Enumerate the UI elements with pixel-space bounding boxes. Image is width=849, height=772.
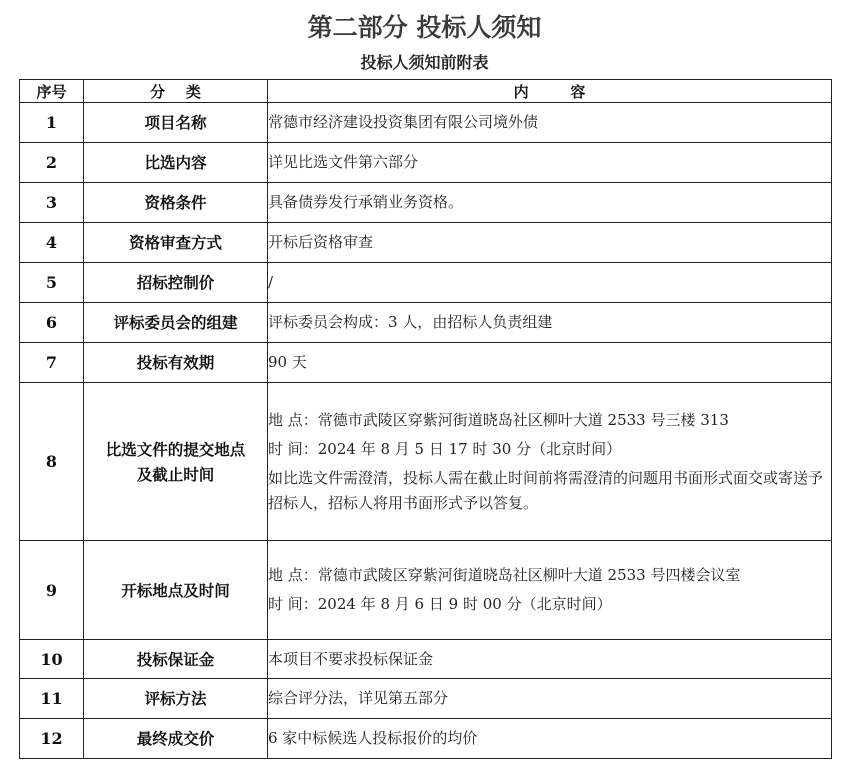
row-content (268, 719, 832, 759)
table-row (20, 143, 832, 183)
row-category: 资格审查方式 (84, 223, 268, 263)
table-row (20, 343, 832, 383)
row-num: 12 (20, 719, 84, 759)
row-category: 评标方法 (84, 679, 268, 719)
table-row (20, 541, 832, 640)
table-row (20, 679, 832, 719)
table-row (20, 383, 832, 541)
page-title: 第二部分 投标人须知 (307, 13, 542, 42)
table-row (20, 103, 832, 143)
table-row (20, 303, 832, 343)
content-line: 具备债券发行承销业务资格。 (268, 193, 464, 211)
row-category: 投标有效期 (84, 343, 268, 383)
bidder-notice-table (19, 79, 832, 759)
table-row (20, 719, 832, 759)
row-num: 11 (20, 679, 84, 719)
row-content (268, 679, 832, 719)
content-line: 综合评分法，详见第五部分 (268, 689, 449, 707)
table-row (20, 263, 832, 303)
row-category: 比选内容 (84, 143, 268, 183)
row-content (268, 383, 832, 541)
row-category: 资格条件 (84, 183, 268, 223)
row-num: 7 (20, 343, 84, 383)
row-num: 1 (20, 103, 84, 143)
row-content (268, 640, 832, 679)
content-line: 6 家中标候选人投标报价的均价 (268, 729, 478, 747)
row-num: 8 (20, 383, 84, 541)
content-line: 90 天 (268, 353, 307, 371)
row-num: 10 (20, 640, 84, 679)
row-content (268, 223, 832, 263)
row-content (268, 343, 832, 383)
table-row (20, 183, 832, 223)
row-num: 6 (20, 303, 84, 343)
header-category: 分 类 (84, 80, 268, 103)
row-category: 最终成交价 (84, 719, 268, 759)
row-category: 项目名称 (84, 103, 268, 143)
content-line: 如比选文件需澄清，投标人需在截止时间前将需澄清的问题用书面形式面交或寄送予招标人，招标人将用书面形式予以答复。 (268, 468, 824, 512)
row-num: 4 (20, 223, 84, 263)
header-content: 内 容 (268, 80, 832, 103)
content-line: 详见比选文件第六部分 (268, 153, 419, 171)
table-caption: 投标人须知前附表 (360, 53, 489, 72)
content-line: 开标后资格审查 (268, 233, 374, 251)
table-row (20, 223, 832, 263)
content-line: 本项目不要求投标保证金 (268, 649, 434, 668)
row-num: 2 (20, 143, 84, 183)
content-line: 常德市经济建设投资集团有限公司境外债 (268, 113, 539, 131)
row-num: 3 (20, 183, 84, 223)
row-num: 5 (20, 263, 84, 303)
row-num: 9 (20, 541, 84, 640)
content-line: 地 点：常德市武陵区穿紫河街道晓岛社区柳叶大道 2533 号四楼会议室 (268, 566, 741, 584)
header-num: 序号 (20, 80, 84, 103)
row-category: 投标保证金 (84, 640, 268, 679)
row-category: 开标地点及时间 (84, 541, 268, 640)
row-category: 评标委员会的组建 (84, 303, 268, 343)
content-line: 地 点：常德市武陵区穿紫河街道晓岛社区柳叶大道 2533 号三楼 313 (268, 410, 729, 429)
row-content (268, 103, 832, 143)
row-content (268, 143, 832, 183)
table-header-row (20, 80, 832, 103)
row-category: 招标控制价 (84, 263, 268, 303)
content-line: 时 间：2024 年 8 月 5 日 17 时 30 分（北京时间） (268, 439, 622, 458)
content-line: 评标委员会构成：3 人，由招标人负责组建 (268, 313, 553, 331)
content-line: / (268, 273, 274, 291)
row-content (268, 541, 832, 640)
row-content (268, 263, 832, 303)
table-row (20, 640, 832, 679)
row-content (268, 303, 832, 343)
row-content (268, 183, 832, 223)
row-category: 比选文件的提交地点及截止时间 (84, 383, 268, 541)
content-line: 时 间：2024 年 8 月 6 日 9 时 00 分（北京时间） (268, 595, 612, 613)
